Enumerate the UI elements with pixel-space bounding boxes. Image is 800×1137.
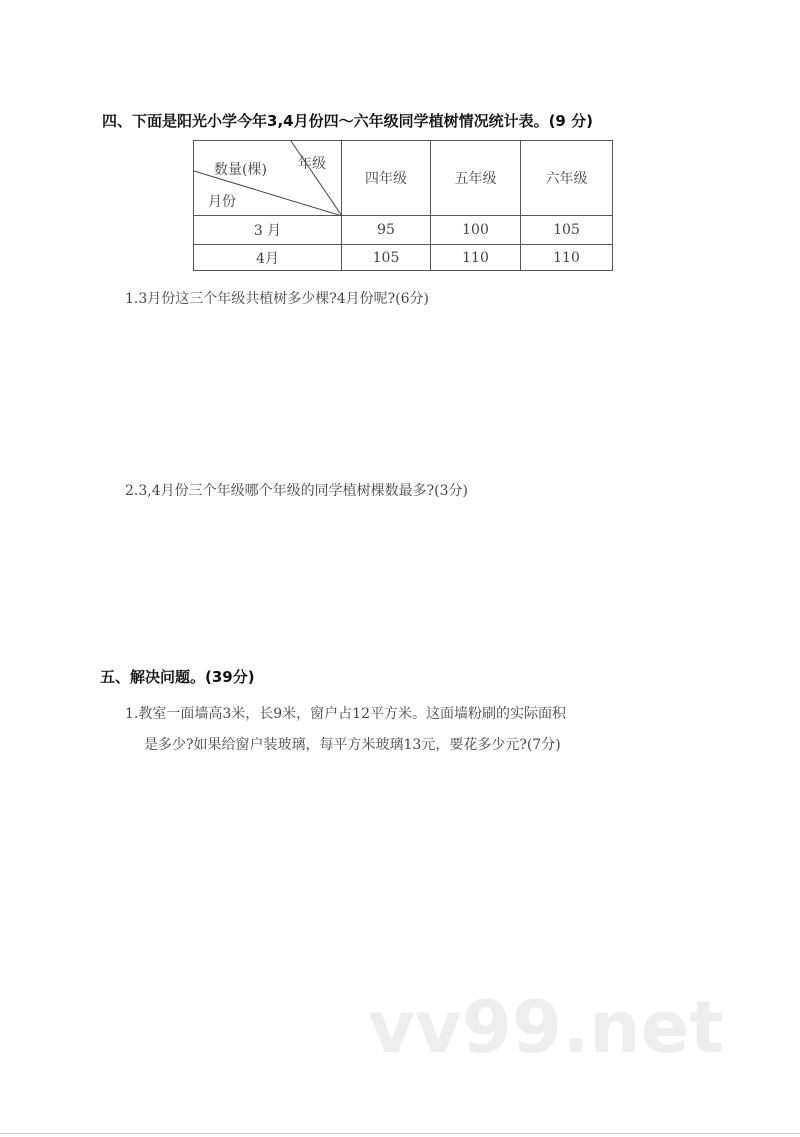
- table-cell: 105: [342, 245, 431, 271]
- corner-month-label: 月份: [208, 194, 236, 210]
- row-label: 3 月: [194, 216, 342, 245]
- section-4-title: 四、下面是阳光小学今年3,4月份四～六年级同学植树情况统计表。(9 分): [102, 112, 593, 130]
- table-cell: 105: [521, 216, 613, 245]
- section-5-title: 五、解决问题。(39分): [100, 668, 255, 686]
- column-header: 四年级: [342, 141, 431, 216]
- table-cell: 110: [521, 245, 613, 271]
- watermark: vv99.net: [368, 985, 724, 1069]
- column-header: 五年级: [431, 141, 521, 216]
- table-row: [194, 245, 613, 271]
- column-header: 六年级: [521, 141, 613, 216]
- planting-table: [193, 140, 613, 271]
- table-cell: 100: [431, 216, 521, 245]
- table-cell: 95: [342, 216, 431, 245]
- question-5-1-line2: 是多少?如果给窗户装玻璃，每平方米玻璃13元，要花多少元?(7分): [144, 737, 561, 753]
- corner-quantity-label: 数量(棵): [214, 162, 267, 178]
- row-label: 4月: [194, 245, 342, 271]
- question-4-1: 1.3月份这三个年级共植树多少棵?4月份呢?(6分): [125, 291, 430, 307]
- table-cell: 110: [431, 245, 521, 271]
- corner-grade-label: 年级: [298, 156, 326, 172]
- table-row: [194, 216, 613, 245]
- table-corner-cell: [194, 141, 342, 216]
- question-4-2: 2.3,4月份三个年级哪个年级的同学植树棵数最多?(3分): [125, 483, 468, 499]
- page-bottom-border: [0, 1133, 800, 1134]
- question-5-1-line1: 1.教室一面墙高3米，长9米，窗户占12平方米。这面墙粉刷的实际面积: [125, 706, 566, 722]
